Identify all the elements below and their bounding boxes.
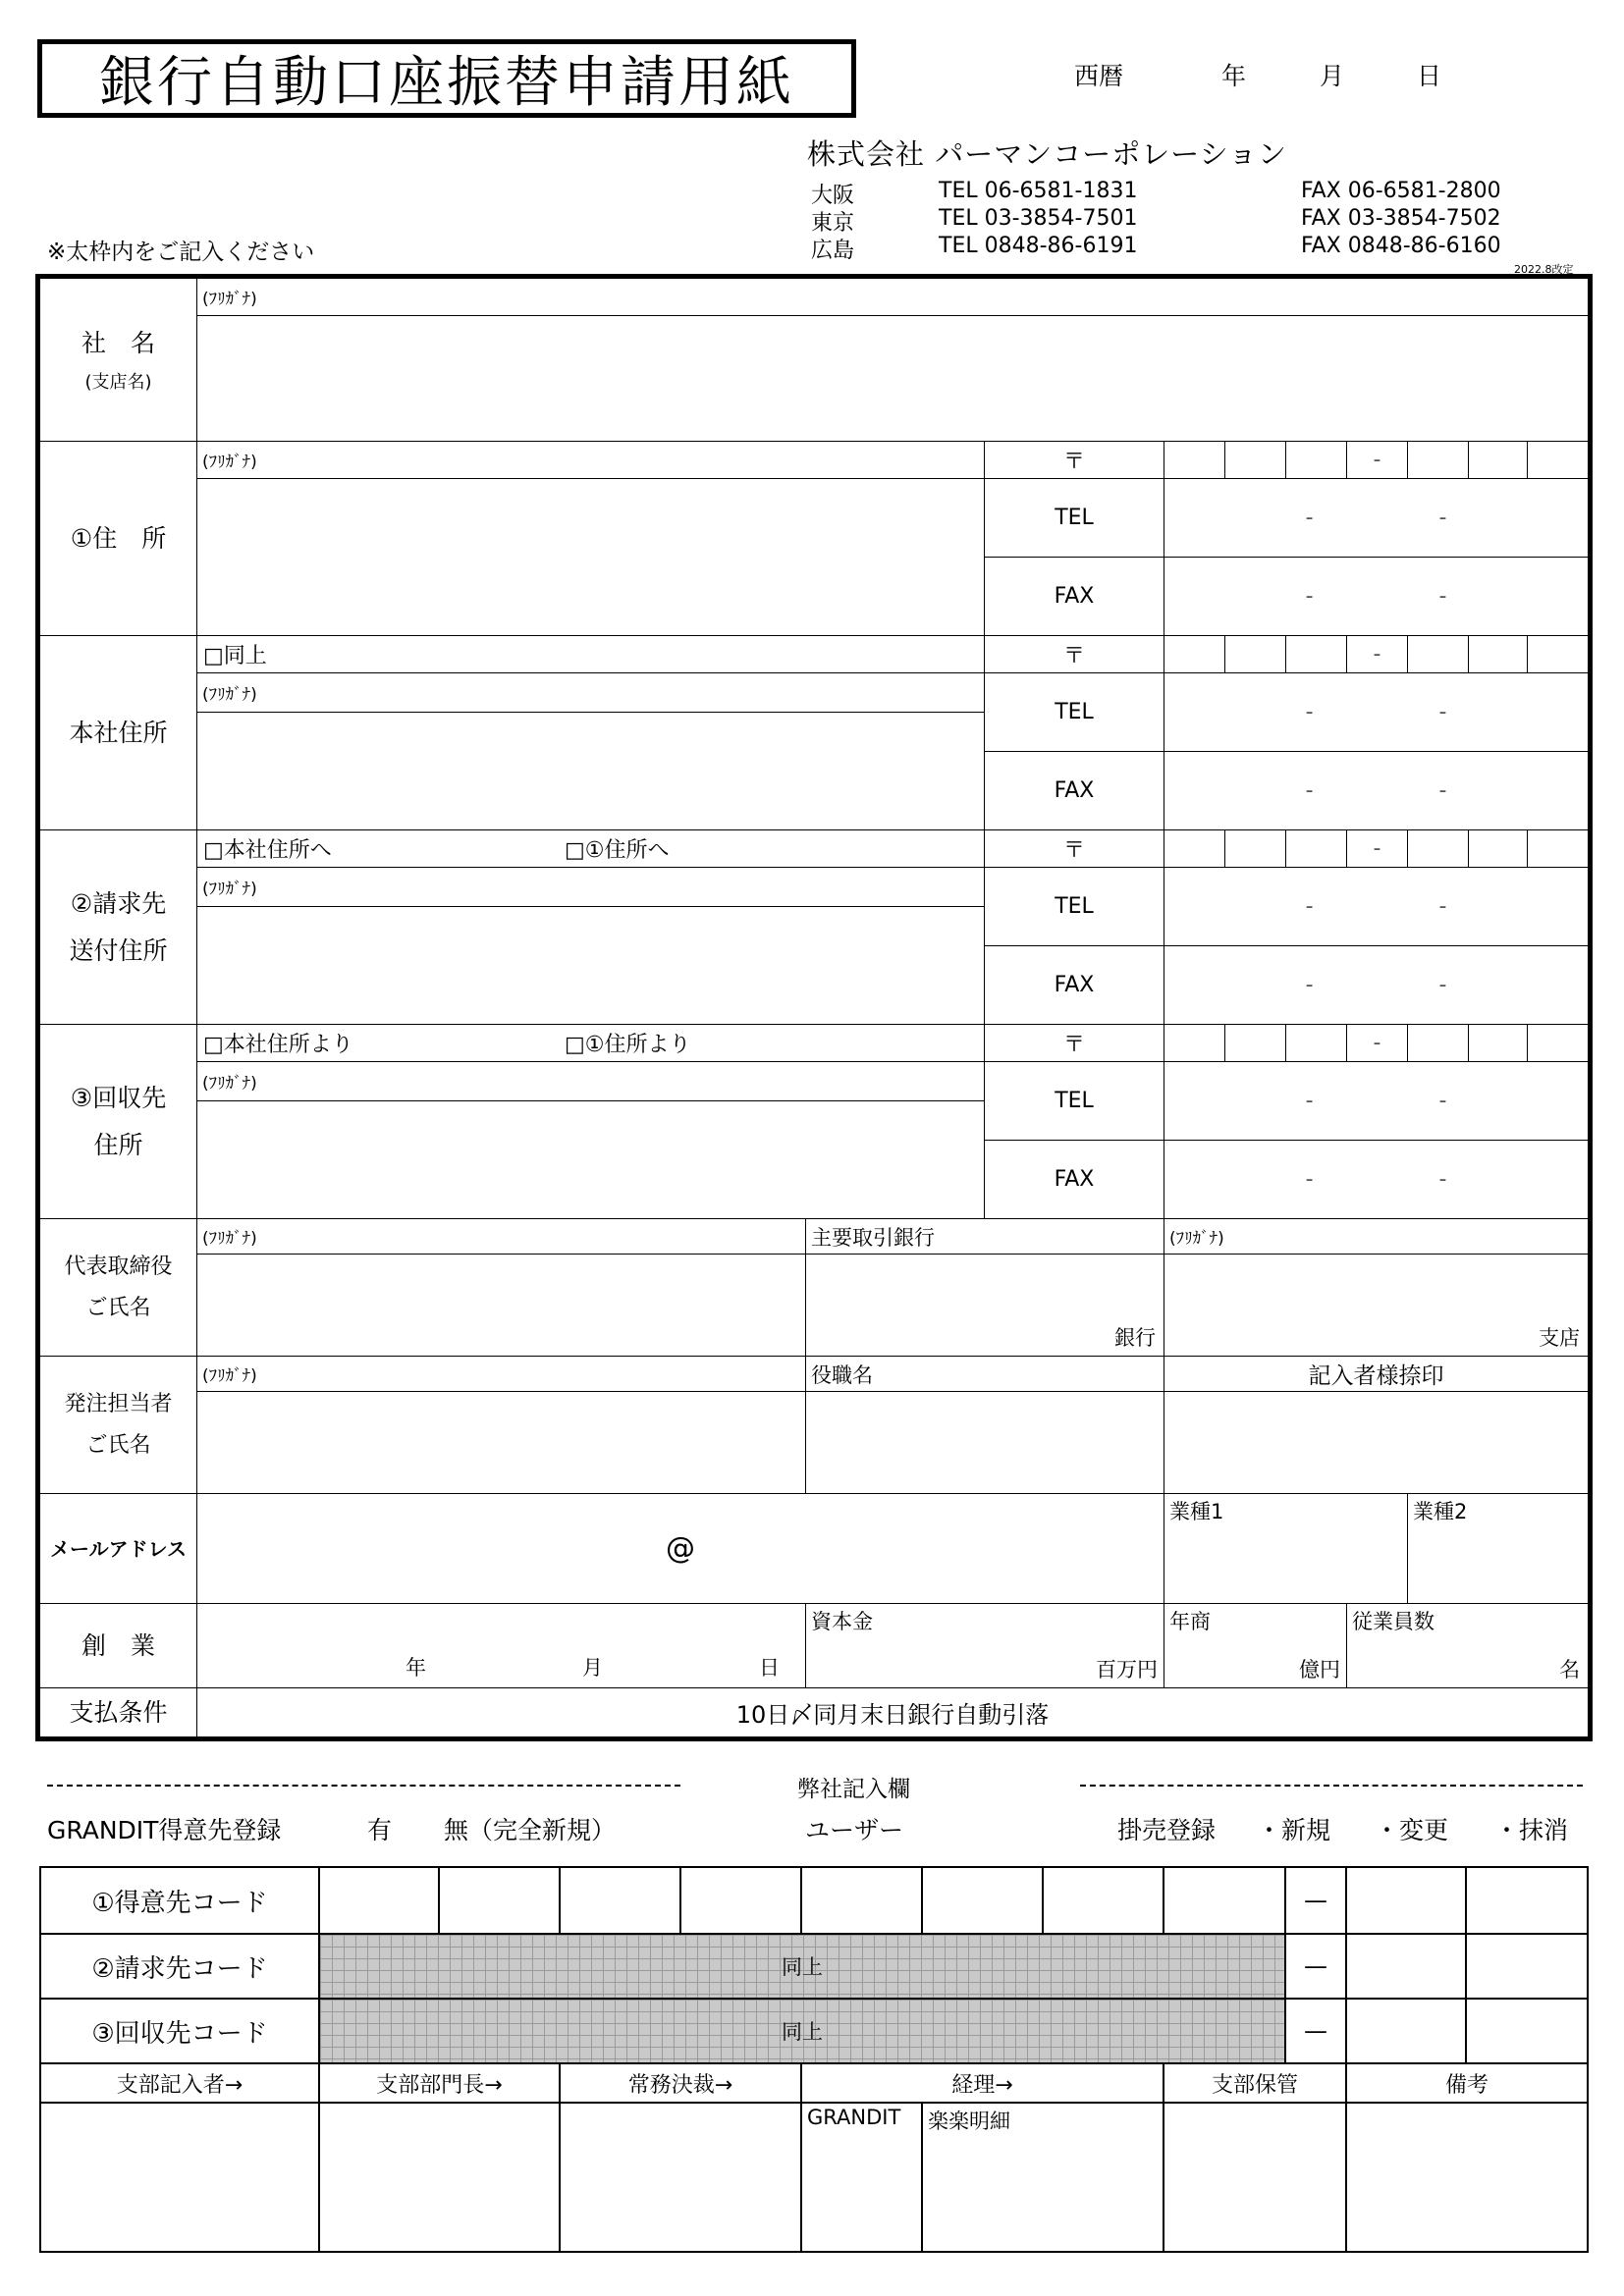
postal-digit[interactable] <box>1408 830 1469 868</box>
representative-label: 代表取締役 ご氏名 <box>40 1219 197 1357</box>
postal-dash: - <box>1347 830 1408 868</box>
from-hq-checkbox[interactable]: □本社住所より <box>203 1033 353 1057</box>
application-form <box>39 278 1589 1737</box>
approval-header-executive: 常務決裁→ <box>560 2063 801 2103</box>
postal-mark: 〒 <box>985 636 1164 673</box>
billing-code-same: 同上 <box>319 1934 1285 1999</box>
code-suffix-digit[interactable] <box>1346 1934 1466 1999</box>
tel-field[interactable]: - - <box>1164 479 1589 558</box>
fax-label: FAX <box>985 752 1164 830</box>
founded-label: 創 業 <box>40 1604 197 1688</box>
code-digit[interactable] <box>1043 1867 1164 1934</box>
credit-new-option[interactable]: ・新規 <box>1257 1816 1331 1844</box>
code-dash: — <box>1285 1999 1346 2063</box>
position-label: 役職名 <box>806 1357 1164 1392</box>
fax-field[interactable]: - - <box>1164 1141 1589 1219</box>
postal-digit[interactable] <box>1469 636 1528 673</box>
founded-field[interactable]: 年 月 日 <box>197 1604 806 1688</box>
representative-furigana[interactable]: (ﾌﾘｶﾞﾅ) <box>197 1219 806 1255</box>
payment-label: 支払条件 <box>40 1688 197 1737</box>
registration-yes[interactable]: 有 <box>367 1816 393 1844</box>
code-suffix-digit[interactable] <box>1346 1867 1466 1934</box>
code-suffix-digit[interactable] <box>1466 1999 1588 2063</box>
tel-label: TEL <box>985 868 1164 946</box>
company-name-field[interactable] <box>197 316 1589 442</box>
code-suffix-digit[interactable] <box>1466 1934 1588 1999</box>
bank-field[interactable]: 銀行 <box>806 1255 1164 1357</box>
fax-field[interactable]: - - <box>1164 946 1589 1025</box>
code-digit[interactable] <box>1164 1867 1285 1934</box>
email-label: メールアドレス <box>40 1494 197 1604</box>
office-use-heading: 弊社記入欄 <box>797 1777 910 1802</box>
instruction-note: ※太枠内をご記入ください <box>47 240 315 265</box>
address1-label: ①住 所 <box>40 442 197 636</box>
date-month-label: 月 <box>1320 62 1345 90</box>
industry2-field[interactable]: 業種2 <box>1408 1494 1589 1604</box>
credit-change-option[interactable]: ・変更 <box>1375 1816 1449 1844</box>
address1-furigana[interactable]: (ﾌﾘｶﾞﾅ) <box>197 442 985 479</box>
postal-digit[interactable] <box>1286 636 1347 673</box>
page-title: 銀行自動口座振替申請用紙 <box>37 39 856 118</box>
approval-header-accounting: 経理→ <box>801 2063 1164 2103</box>
seal-field[interactable] <box>1164 1392 1589 1494</box>
postal-digit[interactable] <box>1225 1025 1286 1062</box>
postal-mark: 〒 <box>985 830 1164 868</box>
main-bank-label: 主要取引銀行 <box>806 1219 1164 1255</box>
approval-branch-storage-field[interactable] <box>1164 2103 1346 2252</box>
to-hq-checkbox[interactable]: □本社住所へ <box>203 838 332 863</box>
revision-date: 2022.8改定 <box>1514 263 1574 276</box>
approval-branch-manager-field[interactable] <box>319 2103 560 2252</box>
billing-furigana[interactable]: (ﾌﾘｶﾞﾅ) <box>197 868 985 907</box>
approval-header-branch-storage: 支部保管 <box>1164 2063 1346 2103</box>
customer-code-label: ①得意先コード <box>40 1867 319 1934</box>
separator-line-right <box>1080 1785 1583 1787</box>
office-tel: TEL 0848-86-6191 <box>939 234 1138 258</box>
office-fax: FAX 06-6581-2800 <box>1301 179 1501 203</box>
from-address1-checkbox[interactable]: □①住所より <box>565 1033 691 1057</box>
bank-furigana[interactable]: (ﾌﾘｶﾞﾅ) <box>1164 1219 1589 1255</box>
tel-label: TEL <box>985 673 1164 752</box>
postal-digit[interactable] <box>1528 442 1589 479</box>
credit-registration-label: 掛売登録 <box>1117 1816 1217 1844</box>
date-day-label: 日 <box>1417 62 1442 90</box>
hq-furigana[interactable]: (ﾌﾘｶﾞﾅ) <box>197 673 985 713</box>
code-dash: — <box>1285 1934 1346 1999</box>
postal-digit[interactable] <box>1528 1025 1589 1062</box>
industry1-field[interactable]: 業種1 <box>1164 1494 1408 1604</box>
code-digit[interactable] <box>560 1867 680 1934</box>
collection-checkbox-row <box>197 1025 985 1062</box>
fax-label: FAX <box>985 1141 1164 1219</box>
postal-digit[interactable] <box>1164 636 1225 673</box>
representative-name-field[interactable] <box>197 1255 806 1357</box>
approval-header-remarks: 備考 <box>1346 2063 1588 2103</box>
office-fax: FAX 03-3854-7502 <box>1301 206 1501 231</box>
collection-address-field[interactable] <box>197 1101 985 1219</box>
postal-mark: 〒 <box>985 442 1164 479</box>
fax-field[interactable]: - - <box>1164 558 1589 636</box>
postal-digit[interactable] <box>1469 1025 1528 1062</box>
company-furigana[interactable]: (ﾌﾘｶﾞﾅ) <box>197 279 1589 316</box>
billing-address-label: ②請求先 送付住所 <box>40 830 197 1025</box>
payment-value: 10日〆同月末日銀行自動引落 <box>197 1688 1589 1737</box>
approval-header-branch-entry: 支部記入者→ <box>40 2063 319 2103</box>
capital-field[interactable]: 資本金 百万円 <box>806 1604 1164 1688</box>
approval-rakuraku-field[interactable]: 楽楽明細 <box>922 2103 1164 2252</box>
grandit-registration-label: GRANDIT得意先登録 <box>47 1816 282 1844</box>
code-dash: — <box>1285 1867 1346 1934</box>
email-field[interactable]: @ <box>197 1494 1164 1604</box>
fax-field[interactable]: - - <box>1164 752 1589 830</box>
office-tel: TEL 03-3854-7501 <box>939 206 1138 231</box>
billing-code-label: ②請求先コード <box>40 1934 319 1999</box>
postal-digit[interactable] <box>1469 830 1528 868</box>
hq-address-field[interactable] <box>197 713 985 830</box>
office-city: 大阪 <box>811 184 855 208</box>
fax-label: FAX <box>985 558 1164 636</box>
postal-digit[interactable] <box>1164 442 1225 479</box>
postal-digit[interactable] <box>1469 442 1528 479</box>
office-use-table <box>39 1866 1589 2253</box>
code-digit[interactable] <box>922 1867 1043 1934</box>
tel-field[interactable]: - - <box>1164 868 1589 946</box>
postal-digit[interactable] <box>1528 830 1589 868</box>
postal-digit[interactable] <box>1225 442 1286 479</box>
postal-digit[interactable] <box>1528 636 1589 673</box>
postal-dash: - <box>1347 1025 1408 1062</box>
registration-no[interactable]: 無（完全新規） <box>444 1816 617 1844</box>
credit-delete-option[interactable]: ・抹消 <box>1494 1816 1569 1844</box>
code-digit[interactable] <box>439 1867 560 1934</box>
position-field[interactable] <box>806 1392 1164 1494</box>
postal-digit[interactable] <box>1408 636 1469 673</box>
postal-digit[interactable] <box>1164 1025 1225 1062</box>
employees-field[interactable]: 従業員数 名 <box>1347 1604 1589 1688</box>
fax-label: FAX <box>985 946 1164 1025</box>
branch-field[interactable]: 支店 <box>1164 1255 1589 1357</box>
code-digit[interactable] <box>801 1867 922 1934</box>
postal-digit[interactable] <box>1225 830 1286 868</box>
office-city: 広島 <box>811 239 855 263</box>
approval-remarks-field[interactable] <box>1346 2103 1588 2252</box>
postal-digit[interactable] <box>1286 442 1347 479</box>
postal-digit[interactable] <box>1408 1025 1469 1062</box>
company-name-label: 社 名 (支店名) <box>40 279 197 442</box>
order-contact-label: 発注担当者 ご氏名 <box>40 1357 197 1494</box>
collection-code-same: 同上 <box>319 1999 1285 2063</box>
code-digit[interactable] <box>319 1867 439 1934</box>
date-year-label: 年 <box>1221 62 1247 90</box>
postal-dash: - <box>1347 636 1408 673</box>
sales-field[interactable]: 年商 億円 <box>1164 1604 1347 1688</box>
code-suffix-digit[interactable] <box>1346 1999 1466 2063</box>
tel-field[interactable]: - - <box>1164 1062 1589 1141</box>
hq-address-label: 本社住所 <box>40 636 197 830</box>
to-address1-checkbox[interactable]: □①住所へ <box>565 838 670 863</box>
office-city: 東京 <box>811 211 855 236</box>
collection-furigana[interactable]: (ﾌﾘｶﾞﾅ) <box>197 1062 985 1101</box>
approval-branch-entry-field[interactable] <box>40 2103 319 2252</box>
collection-code-label: ③回収先コード <box>40 1999 319 2063</box>
code-digit[interactable] <box>680 1867 801 1934</box>
approval-executive-field[interactable] <box>560 2103 801 2252</box>
tel-field[interactable]: - - <box>1164 673 1589 752</box>
date-era: 西暦 <box>1074 62 1124 90</box>
user-label: ユーザー <box>805 1816 904 1844</box>
code-suffix-digit[interactable] <box>1466 1867 1588 1934</box>
approval-grandit-field[interactable]: GRANDIT <box>801 2103 922 2252</box>
separator-line-left <box>47 1785 680 1787</box>
seal-label: 記入者様捺印 <box>1164 1357 1589 1392</box>
postal-mark: 〒 <box>985 1025 1164 1062</box>
postal-digit[interactable] <box>1408 442 1469 479</box>
approval-header-branch-manager: 支部部門長→ <box>319 2063 560 2103</box>
office-tel: TEL 06-6581-1831 <box>939 179 1138 203</box>
same-checkbox[interactable]: □同上 <box>197 636 985 673</box>
postal-digit[interactable] <box>1225 636 1286 673</box>
office-fax: FAX 0848-86-6160 <box>1301 234 1501 258</box>
order-contact-furigana[interactable]: (ﾌﾘｶﾞﾅ) <box>197 1357 806 1392</box>
billing-checkbox-row <box>197 830 985 868</box>
postal-digit[interactable] <box>1286 1025 1347 1062</box>
tel-label: TEL <box>985 1062 1164 1141</box>
postal-dash: - <box>1347 442 1408 479</box>
order-contact-name-field[interactable] <box>197 1392 806 1494</box>
collection-address-label: ③回収先 住所 <box>40 1025 197 1219</box>
billing-address-field[interactable] <box>197 907 985 1025</box>
address1-field[interactable] <box>197 479 985 636</box>
company-name: 株式会社 パーマンコーポレーション <box>807 137 1288 171</box>
postal-digit[interactable] <box>1164 830 1225 868</box>
tel-label: TEL <box>985 479 1164 558</box>
postal-digit[interactable] <box>1286 830 1347 868</box>
